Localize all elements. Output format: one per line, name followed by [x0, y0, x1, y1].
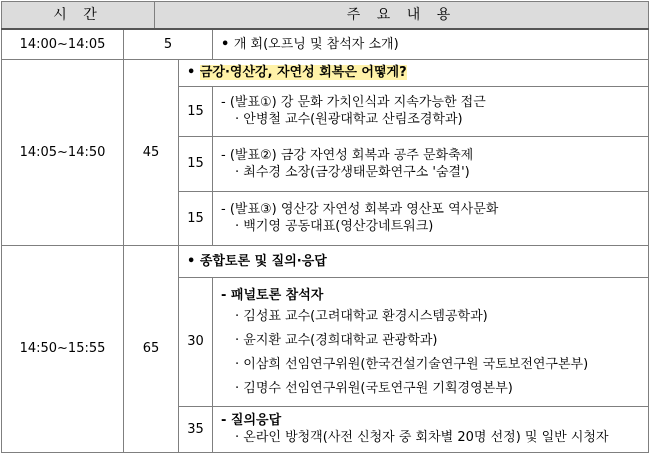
presentation-cell: [213, 136, 649, 191]
presentation-cell: [213, 191, 649, 245]
table-row: [2, 59, 649, 86]
minutes-cell: 45: [124, 59, 179, 245]
presenter: · 안병철 교수(원광대학교 산림조경학과): [235, 112, 463, 127]
sub-minutes-cell: 35: [179, 406, 213, 452]
presenter: · 백기영 공동대표(영산강네트워크): [235, 219, 434, 234]
session-title: • 금강·영산강, 자연성 회복은 어떻게?: [187, 65, 407, 80]
schedule-table: [1, 1, 649, 453]
panel-member: · 김성표 교수(고려대학교 환경시스템공학과): [235, 308, 488, 324]
panel-cell: [213, 277, 649, 406]
minutes-cell: 5: [124, 29, 213, 59]
session-title-cell: [179, 245, 649, 277]
table-row: [2, 29, 649, 59]
panel-heading: - 패널토론 참석자: [221, 287, 324, 303]
panel-member: · 이삼희 선임연구위원(한국건설기술연구원 국토보전연구본부): [235, 356, 589, 372]
qa-heading: - 질의응답: [221, 413, 282, 428]
minutes-cell: 65: [124, 245, 179, 452]
header-time: 시 간: [2, 2, 155, 30]
table-row: [2, 245, 649, 277]
opening-text: • 개 회(오프닝 및 참석자 소개): [221, 37, 399, 52]
panel-member: · 윤지환 교수(경희대학교 관광학과): [235, 332, 438, 348]
sub-minutes-cell: 30: [179, 277, 213, 406]
header-row: [2, 2, 649, 30]
sub-minutes-cell: 15: [179, 191, 213, 245]
presentation-title: - (발표①) 강 문화 가치인식과 지속가능한 접근: [221, 95, 486, 110]
header-content: 주 요 내 용: [155, 2, 649, 30]
panel-member: · 김명수 선임연구위원(국토연구원 기획경영본부): [235, 380, 513, 396]
time-cell: 14:00~14:05: [2, 29, 124, 59]
sub-minutes-cell: 15: [179, 86, 213, 136]
time-cell: 14:50~15:55: [2, 245, 124, 452]
presenter: · 최수경 소장(금강생태문화연구소 '숨결'): [235, 164, 470, 180]
presentation-cell: [213, 86, 649, 136]
content-cell: [213, 29, 649, 59]
presentation-title: - (발표②) 금강 자연성 회복과 공주 문화축제: [221, 147, 474, 163]
sub-minutes-cell: 15: [179, 136, 213, 191]
session-title-cell: [179, 59, 649, 86]
qa-text: · 온라인 방청객(사전 신청자 중 회차별 20명 선정) 및 일반 시청자: [235, 430, 609, 445]
time-cell: 14:05~14:50: [2, 59, 124, 245]
session-title: • 종합토론 및 질의·응답: [187, 254, 327, 269]
qa-cell: [213, 406, 649, 452]
presentation-title: - (발표③) 영산강 자연성 회복과 영산포 역사문화: [221, 202, 499, 217]
